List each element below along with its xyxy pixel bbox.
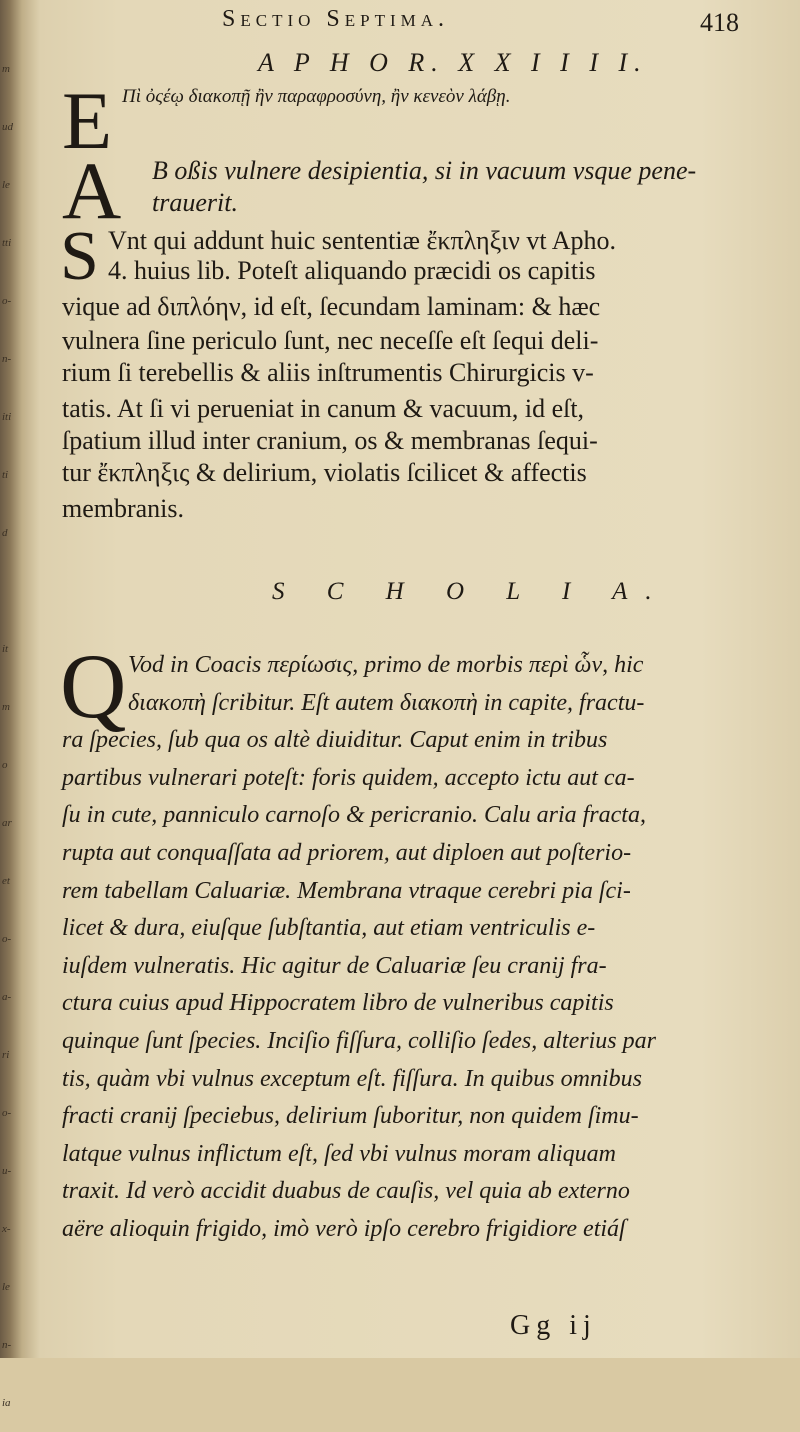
- aphorism-title: A P H O R. X X I I I I.: [258, 48, 648, 77]
- scholia-line: rupta aut conquaſſata ad priorem, aut diploen aut poſterio-: [62, 840, 632, 866]
- gutter-margin-letters: m ud le tti o- n- iti ti d it m o ar et o- a- ri o- u- x- le n- ia: [2, 63, 13, 1409]
- scholia-line: ra ſpecies, ſub qua os altè diuiditur. Caput enim in tribus: [62, 727, 608, 753]
- scholia-heading: S C H O L I A.: [272, 578, 670, 605]
- latin-aphorism-line: B oßis vulnere desipientia, si in vacuum vsque pene-: [152, 156, 697, 185]
- scholia-line: fracti cranij ſpeciebus, delirium ſuboritur, non quidem ſimu-: [62, 1103, 639, 1129]
- commentary-line: vulnera ſine periculo ſunt, nec neceſſe eſt ſequi deli-: [62, 326, 599, 355]
- scholia-line: Vod in Coacis περίωσις, primo de morbis περὶ ὧν, hic: [128, 652, 644, 678]
- commentary-line: vique ad διπλόην, id eſt, ſecundam laminam: & hæc: [62, 292, 601, 321]
- running-head-title: Sectio Septima.: [222, 6, 450, 32]
- scholia-line: quinque ſunt ſpecies. Inciſio fiſſura, colliſio ſedes, alterius par: [62, 1028, 656, 1054]
- commentary-line: 4. huius lib. Poteſt aliquando præcidi os capitis: [108, 256, 596, 285]
- scholia-line: aëre alioquin frigido, imò verò ipſo cerebro frigidiore etiáſ: [62, 1216, 626, 1242]
- scholia-line: latque vulnus inflictum eſt, ſed vbi vulnus moram aliquam: [62, 1141, 616, 1167]
- running-head: [0, 4, 800, 44]
- latin-drop-cap: A: [62, 145, 122, 236]
- commentary-line: tur ἔκπληξις & delirium, violatis ſcilicet & affectis: [62, 458, 587, 487]
- commentary-line: ſpatium illud inter cranium, os & membranas ſequi-: [62, 426, 598, 455]
- scholia-line: partibus vulnerari poteſt: foris quidem, accepto ictu aut ca-: [62, 765, 635, 791]
- greek-drop-cap: E: [62, 75, 113, 166]
- catchword: Gg ij: [510, 1310, 597, 1341]
- scholia-line: tis, quàm vbi vulnus exceptum eſt. fiſſura. In quibus omnibus: [62, 1066, 642, 1092]
- commentary-line: rium ſi terebellis & aliis inſtrumentis Chirurgicis v-: [62, 358, 594, 387]
- scholia-line: licet & dura, eiuſque ſubſtantia, aut etiam ventriculis e-: [62, 915, 596, 941]
- commentary-line: tatis. At ſi vi perueniat in canum & vacuum, id eſt,: [62, 394, 585, 423]
- scholia-line: διακοπὴ ſcribitur. Eſt autem διακοπὴ in capite, fractu-: [128, 690, 645, 716]
- commentary-drop-cap: S: [60, 218, 99, 295]
- scholia-line: traxit. Id verò accidit duabus de cauſis, vel quia ab externo: [62, 1178, 630, 1204]
- scholia-line: ctura cuius apud Hippocratem libro de vulneribus capitis: [62, 990, 614, 1016]
- latin-aphorism-line: trauerit.: [152, 188, 238, 217]
- page-number: 418: [700, 8, 739, 37]
- scholia-drop-cap: Q: [60, 635, 127, 737]
- greek-aphorism-text: Πὶ ὀςέῳ διακοπῇ ἢν παραφροσύνη, ἢν κενεὸν λάβῃ.: [122, 86, 511, 107]
- scholia-line: iuſdem vulneratis. Hic agitur de Caluariæ ſeu cranij fra-: [62, 953, 607, 979]
- scholia-line: ſu in cute, panniculo carnoſo & pericranio. Calu aria fracta,: [62, 802, 646, 828]
- commentary-line: Vnt qui addunt huic sententiæ ἔκπληξιν vt Apho.: [108, 226, 616, 255]
- scholia-line: rem tabellam Caluariæ. Membrana vtraque cerebri pia ſci-: [62, 878, 631, 904]
- commentary-line: membranis.: [62, 494, 185, 523]
